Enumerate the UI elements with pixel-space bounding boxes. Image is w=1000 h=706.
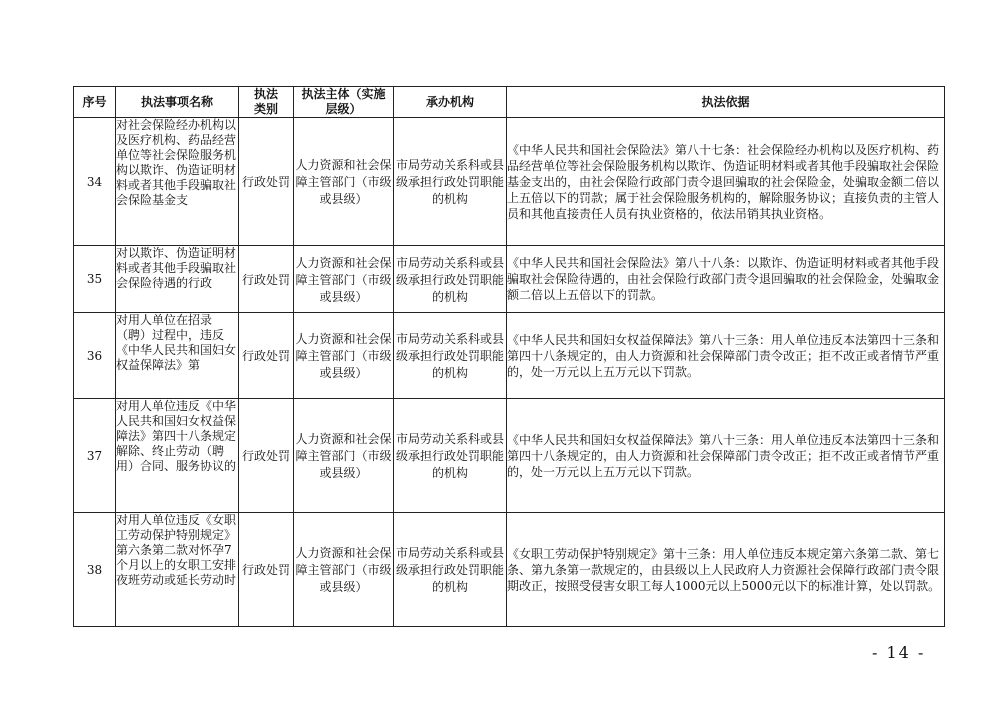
table-row bbox=[74, 313, 945, 399]
table-header-row bbox=[74, 87, 945, 118]
row-seq: 35 bbox=[74, 246, 116, 313]
row-basis: 《中华人民共和国社会保险法》第八十八条：以欺诈、伪造证明材料或者其他手段骗取社会保险待遇的，由社会保险行政部门责令退回骗取的社会保险金，处骗取金额二倍以上五倍以下的罚款。 bbox=[507, 246, 945, 313]
row-subject: 人力资源和社会保障主管部门（市级或县级） bbox=[294, 118, 394, 246]
row-category: 行政处罚 bbox=[239, 313, 294, 399]
row-seq: 34 bbox=[74, 118, 116, 246]
page-number: - 14 - bbox=[872, 643, 926, 662]
row-item-name: 对社会保险经办机构以及医疗机构、药品经营单位等社会保险服务机构以欺诈、伪造证明材料或者其他手段骗取社会保险基金支 bbox=[116, 118, 237, 207]
row-category: 行政处罚 bbox=[239, 118, 294, 246]
header-basis: 执法依据 bbox=[507, 87, 945, 118]
header-agency: 承办机构 bbox=[394, 87, 507, 118]
row-category: 行政处罚 bbox=[239, 246, 294, 313]
table-row bbox=[74, 513, 945, 627]
row-subject: 人力资源和社会保障主管部门（市级或县级） bbox=[294, 513, 394, 627]
header-subject bbox=[294, 87, 394, 118]
row-seq: 36 bbox=[74, 313, 116, 399]
row-subject: 人力资源和社会保障主管部门（市级或县级） bbox=[294, 399, 394, 513]
row-agency: 市局劳动关系科或县级承担行政处罚职能的机构 bbox=[394, 513, 507, 627]
row-seq: 37 bbox=[74, 399, 116, 513]
row-agency: 市局劳动关系科或县级承担行政处罚职能的机构 bbox=[394, 399, 507, 513]
row-basis: 《中华人民共和国妇女权益保障法》第八十三条：用人单位违反本法第四十三条和第四十八条规定的，由人力资源和社会保障部门责令改正；拒不改正或者情节严重的，处一万元以上五万元以下罚款。 bbox=[507, 313, 945, 399]
row-item-name: 对用人单位违反《女职工劳动保护特别规定》第六条第二款对怀孕7个月以上的女职工安排夜班劳动或延长劳动时 bbox=[116, 513, 237, 587]
row-agency: 市局劳动关系科或县级承担行政处罚职能的机构 bbox=[394, 313, 507, 399]
row-subject: 人力资源和社会保障主管部门（市级或县级） bbox=[294, 313, 394, 399]
row-item-name: 对用人单位违反《中华人民共和国妇女权益保障法》第四十八条规定解除、终止劳动（聘用）合同、服务协议的 bbox=[116, 399, 237, 473]
header-category-text: 执法类别 bbox=[253, 87, 278, 116]
row-item-name: 对用人单位在招录（聘）过程中，违反《中华人民共和国妇女权益保障法》第 bbox=[116, 313, 237, 372]
table-row bbox=[74, 246, 945, 313]
row-category: 行政处罚 bbox=[239, 399, 294, 513]
header-subject-text: 执法主体（实施层级） bbox=[301, 87, 386, 116]
row-agency: 市局劳动关系科或县级承担行政处罚职能的机构 bbox=[394, 246, 507, 313]
enforcement-table bbox=[73, 86, 945, 627]
header-seq: 序号 bbox=[74, 87, 116, 118]
row-basis: 《中华人民共和国妇女权益保障法》第八十三条：用人单位违反本法第四十三条和第四十八条规定的，由人力资源和社会保障部门责令改正；拒不改正或者情节严重的，处一万元以上五万元以下罚款。 bbox=[507, 399, 945, 513]
header-item-name: 执法事项名称 bbox=[116, 87, 239, 118]
table-row bbox=[74, 399, 945, 513]
row-basis: 《女职工劳动保护特别规定》第十三条：用人单位违反本规定第六条第二款、第七条、第九条第一款规定的，由县级以上人民政府人力资源社会保障行政部门责令限期改正，按照受侵害女职工每人1000元以上5000元以下的标准计算，处以罚款。 bbox=[507, 513, 945, 627]
row-item-name: 对以欺诈、伪造证明材料或者其他手段骗取社会保险待遇的行政 bbox=[116, 246, 237, 290]
row-agency: 市局劳动关系科或县级承担行政处罚职能的机构 bbox=[394, 118, 507, 246]
row-category: 行政处罚 bbox=[239, 513, 294, 627]
row-seq: 38 bbox=[74, 513, 116, 627]
table-row bbox=[74, 118, 945, 246]
row-subject: 人力资源和社会保障主管部门（市级或县级） bbox=[294, 246, 394, 313]
row-basis: 《中华人民共和国社会保险法》第八十七条：社会保险经办机构以及医疗机构、药品经营单位等社会保险服务机构以欺诈、伪造证明材料或者其他手段骗取社会保险基金支出的，由社会保险行政部门责令退回骗取的社会保险金，处骗取金额二倍以上五倍以下的罚款；属于社会保险服务机构的，解除服务协议；直接负责的主管人员和其他直接责任人员有执业资格的，依法吊销其执业资格。 bbox=[507, 118, 945, 246]
header-category bbox=[239, 87, 294, 118]
